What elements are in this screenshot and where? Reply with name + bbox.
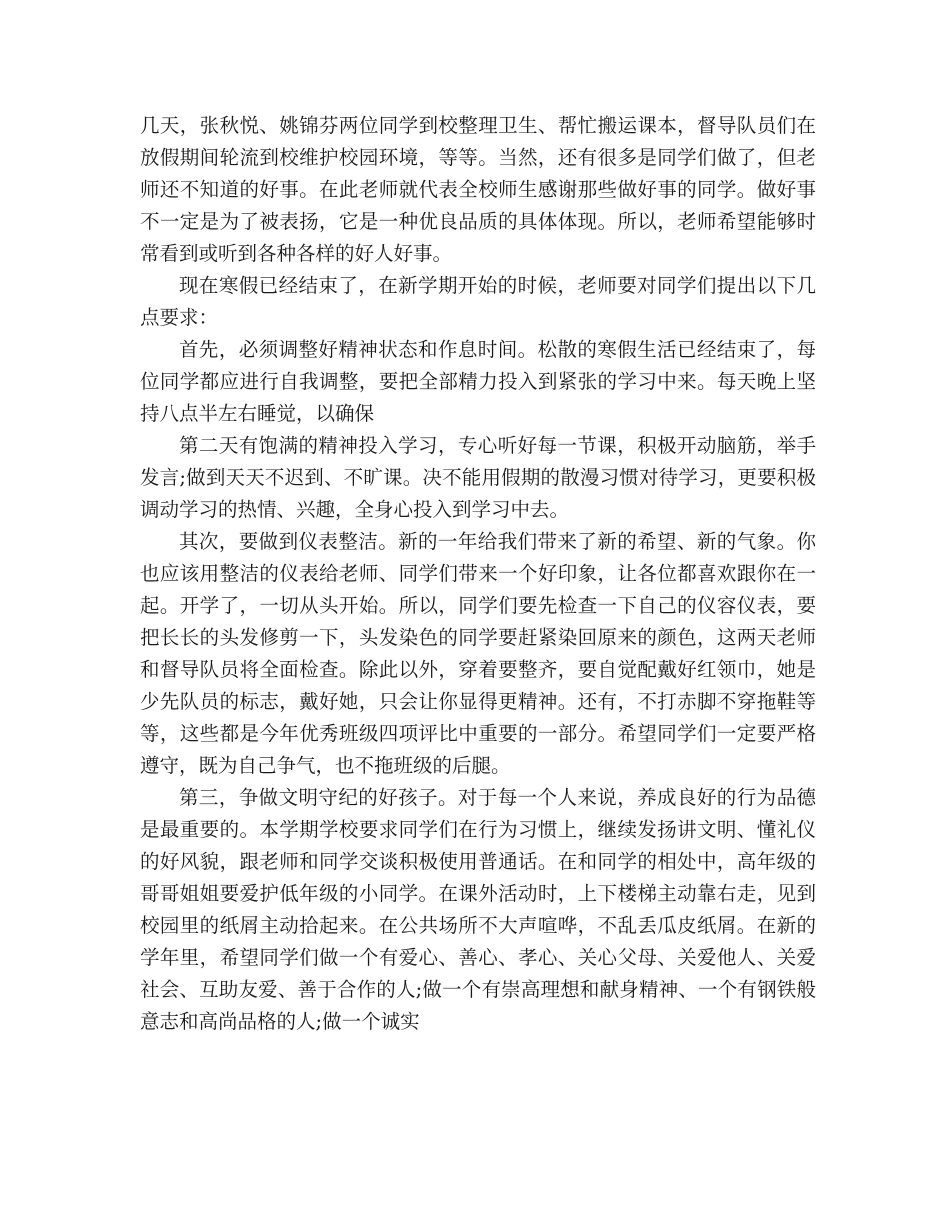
paragraph: 其次，要做到仪表整洁。新的一年给我们带来了新的希望、新的气象。你也应该用整洁的仪表给老师、同学们带来一个好印象，让各位都喜欢跟你在一起。开学了，一切从头开始。所以，同学们要先检查一下自己的仪容仪表，要把长长的头发修剪一下，头发染色的同学要赶紧染回原来的颜色，这两天老师和督导队员将全面检查。除此以外，穿着要整齐，要自觉配戴好红领巾，她是少先队员的标志，戴好她，只会让你显得更精神。还有，不打赤脚不穿拖鞋等等，这些都是今年优秀班级四项评比中重要的一部分。希望同学们一定要严格遵守，既为自己争气，也不拖班级的后腿。	[140, 530, 816, 777]
paragraph: 首先，必须调整好精神状态和作息时间。松散的寒假生活已经结束了，每位同学都应进行自我调整，要把全部精力投入到紧张的学习中来。每天晚上坚持八点半左右睡觉，以确保	[140, 338, 816, 425]
document-body	[140, 110, 816, 1038]
paragraph-continuation: 几天，张秋悦、姚锦芬两位同学到校整理卫生、帮忙搬运课本，督导队员们在放假期间轮流到校维护校园环境，等等。当然，还有很多是同学们做了，但老师还不知道的好事。在此老师就代表全校师生感谢那些做好事的同学。做好事不一定是为了被表扬，它是一种优良品质的具体体现。所以，老师希望能够时常看到或听到各种各样的好人好事。	[140, 114, 816, 265]
paragraph: 现在寒假已经结束了，在新学期开始的时候，老师要对同学们提出以下几点要求：	[140, 274, 816, 329]
paragraph: 第三，争做文明守纪的好孩子。对于每一个人来说，养成良好的行为品德是最重要的。本学期学校要求同学们在行为习惯上，继续发扬讲文明、懂礼仪的好风貌，跟老师和同学交谈积极使用普通话。在和同学的相处中，高年级的哥哥姐姐要爱护低年级的小同学。在课外活动时，上下楼梯主动靠右走，见到校园里的纸屑主动拾起来。在公共场所不大声喧哗，不乱丢瓜皮纸屑。在新的学年里，希望同学们做一个有爱心、善心、孝心、关心父母、关爱他人、关爱社会、互助友爱、善于合作的人;做一个有崇高理想和献身精神、一个有钢铁般意志和高尚品格的人;做一个诚实	[140, 786, 816, 1033]
paragraph: 第二天有饱满的精神投入学习，专心听好每一节课，积极开动脑筋，举手发言;做到天天不迟到、不旷课。决不能用假期的散漫习惯对待学习，更要积极调动学习的热情、兴趣，全身心投入到学习中去。	[140, 434, 816, 521]
